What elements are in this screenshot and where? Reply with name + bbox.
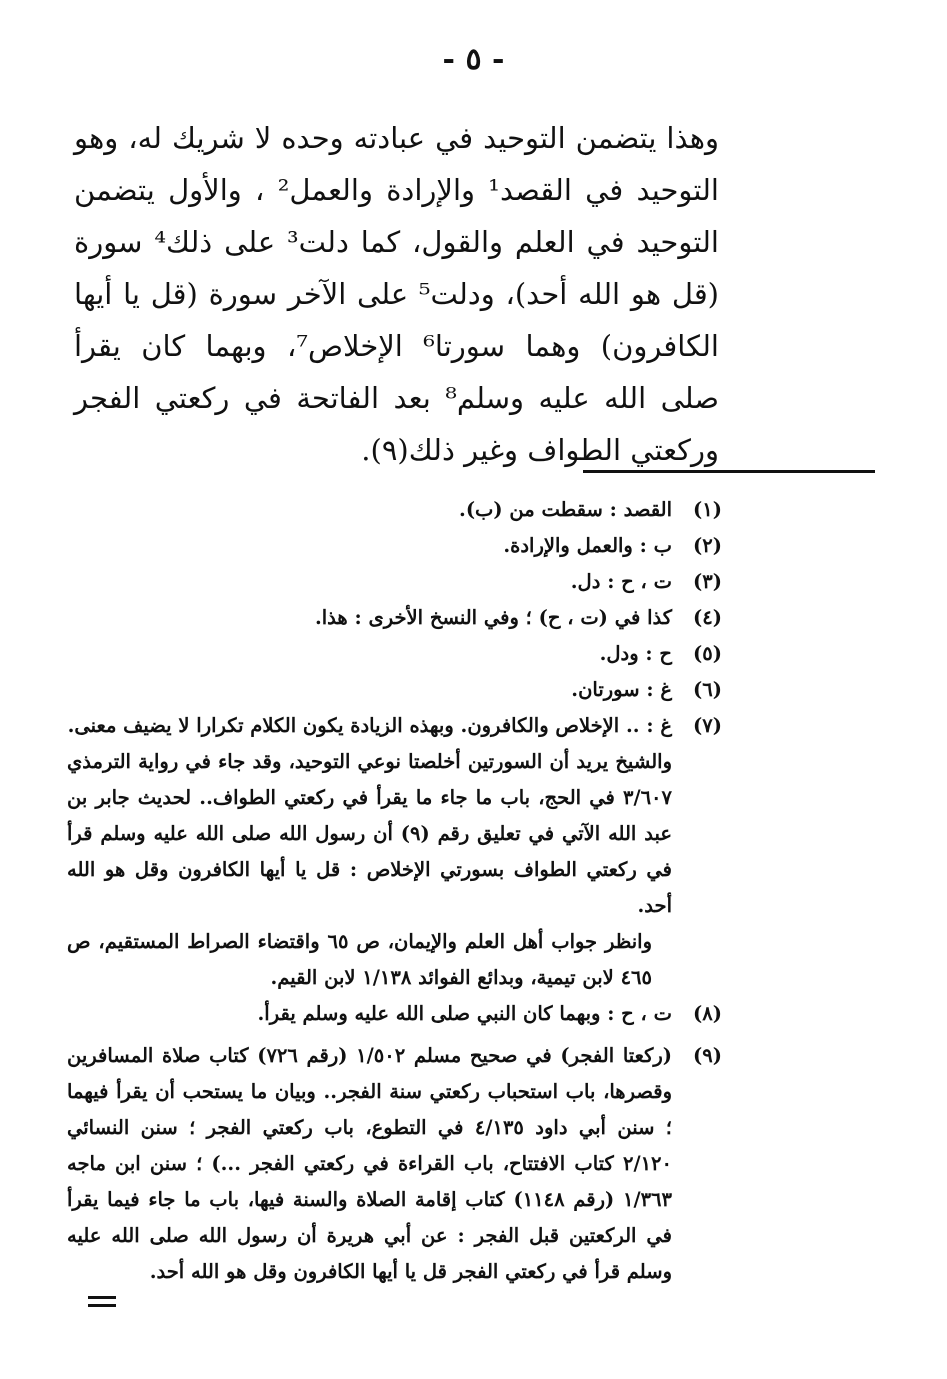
- footnote-text: غ : سورتان.: [571, 678, 672, 701]
- footnote-text: ح : ودل.: [599, 642, 672, 665]
- footnote-number: (٣): [693, 570, 722, 593]
- footnote-number: (٥): [693, 642, 722, 665]
- footnote-text: ب : والعمل والإرادة.: [503, 534, 672, 557]
- footnote-text: (ركعتا الفجر) في صحيح مسلم ١/٥٠٢ (رقم ٧٢٦) كتاب صلاة المسافرين وقصرها، باب استحباب ركعتي سنة الفجر.. وبيان ما يستحب أن يقرأ فيهما ؛ سنن أبي داود ٤/١٣٥ في التطوع، باب ركعتي الفجر ؛ سنن النسائي ٢/١٢٠ كتاب الافتتاح، باب القراءة في ركعتي الفجر ...) ؛ سنن ابن ماجه ١/٣٦٣ (رقم ١١٤٨) كتاب إقامة الصلاة والسنة فيها، باب ما جاء فيما يقرأ في الركعتين قبل الفجر : عن أبي هريرة أن رسول الله صلى الله عليه وسلم قرأ في ركعتي الفجر قل يا أيها الكافرون وقل هو الله أحد.: [67, 1044, 673, 1283]
- footnote-text: وانظر جواب أهل العلم والإيمان، ص ٦٥ واقتضاء الصراط المستقيم، ص ٤٦٥ لابن تيمية، وبدائع الفوائد ١/١٣٨ لابن القيم.: [67, 930, 652, 989]
- footnote-text: والشيخ يريد أن السورتين أخلصتا نوعي التوحيد، وقد جاء في رواية الترمذي ٣/٦٠٧ في الحج، باب ما جاء ما يقرأ في ركعتي الطواف.. لحديث جابر بن عبد الله الآتي في تعليق رقم (٩) أن رسول الله صلى الله عليه وسلم قرأ في ركعتي الطواف بسورتي الإخلاص : قل يا أيها الكافرون وقل هو الله أحد.: [67, 750, 672, 917]
- footnote-text: ت ، ح : وبهما كان النبي صلى الله عليه وسلم يقرأ.: [257, 1002, 672, 1025]
- footnote-3: [67, 564, 722, 600]
- footnote-2: [67, 528, 722, 564]
- footnotes: [67, 492, 722, 1290]
- footnote-number: (٩): [693, 1044, 722, 1067]
- footnote-8: [67, 996, 722, 1032]
- footnote-number: (١): [693, 498, 722, 521]
- footnote-number: (٨): [693, 1002, 722, 1025]
- footnote-6: [67, 672, 722, 708]
- footnote-number: (٦): [693, 678, 722, 701]
- footnote-text: كذا في (ت ، ح) ؛ وفي النسخ الأخرى : هذا.: [314, 606, 672, 629]
- end-of-page-mark: [88, 1296, 116, 1307]
- footnote-text: غ : .. الإخلاص والكافرون. وبهذه الزيادة يكون الكلام تكرارا لا يضيف معنى.: [67, 714, 672, 737]
- page-number: - ٥ -: [442, 42, 505, 77]
- footnote-5: [67, 636, 722, 672]
- footnote-text: ت ، ح : دل.: [570, 570, 672, 593]
- footnote-4: [67, 600, 722, 636]
- footnote-7: [67, 708, 722, 996]
- footnote-separator: [583, 470, 875, 473]
- footnote-number: (٧): [693, 714, 722, 737]
- footnote-number: (٢): [693, 534, 722, 557]
- footnote-number: (٤): [693, 606, 722, 629]
- main-paragraph-text: وهذا يتضمن التوحيد في عبادته وحده لا شريك له، وهو التوحيد في القصد¹ والإرادة والعمل² ، والأول يتضمن التوحيد في العلم والقول، كما دلت³ على ذلك⁴ سورة (قل هو الله أحد)، ودلت⁵ على الآخر سورة (قل يا أيها الكافرون) وهما سورتا⁶ الإخلاص⁷، وبهما كان يقرأ صلى الله عليه وسلم⁸ بعد الفاتحة في ركعتي الفجر وركعتي الطواف وغير ذلك(٩).: [74, 121, 719, 467]
- main-paragraph: [74, 112, 719, 476]
- footnote-1: [67, 492, 722, 528]
- footnote-text: القصد : سقطت من (ب).: [459, 498, 672, 521]
- footnote-9: [67, 1038, 722, 1290]
